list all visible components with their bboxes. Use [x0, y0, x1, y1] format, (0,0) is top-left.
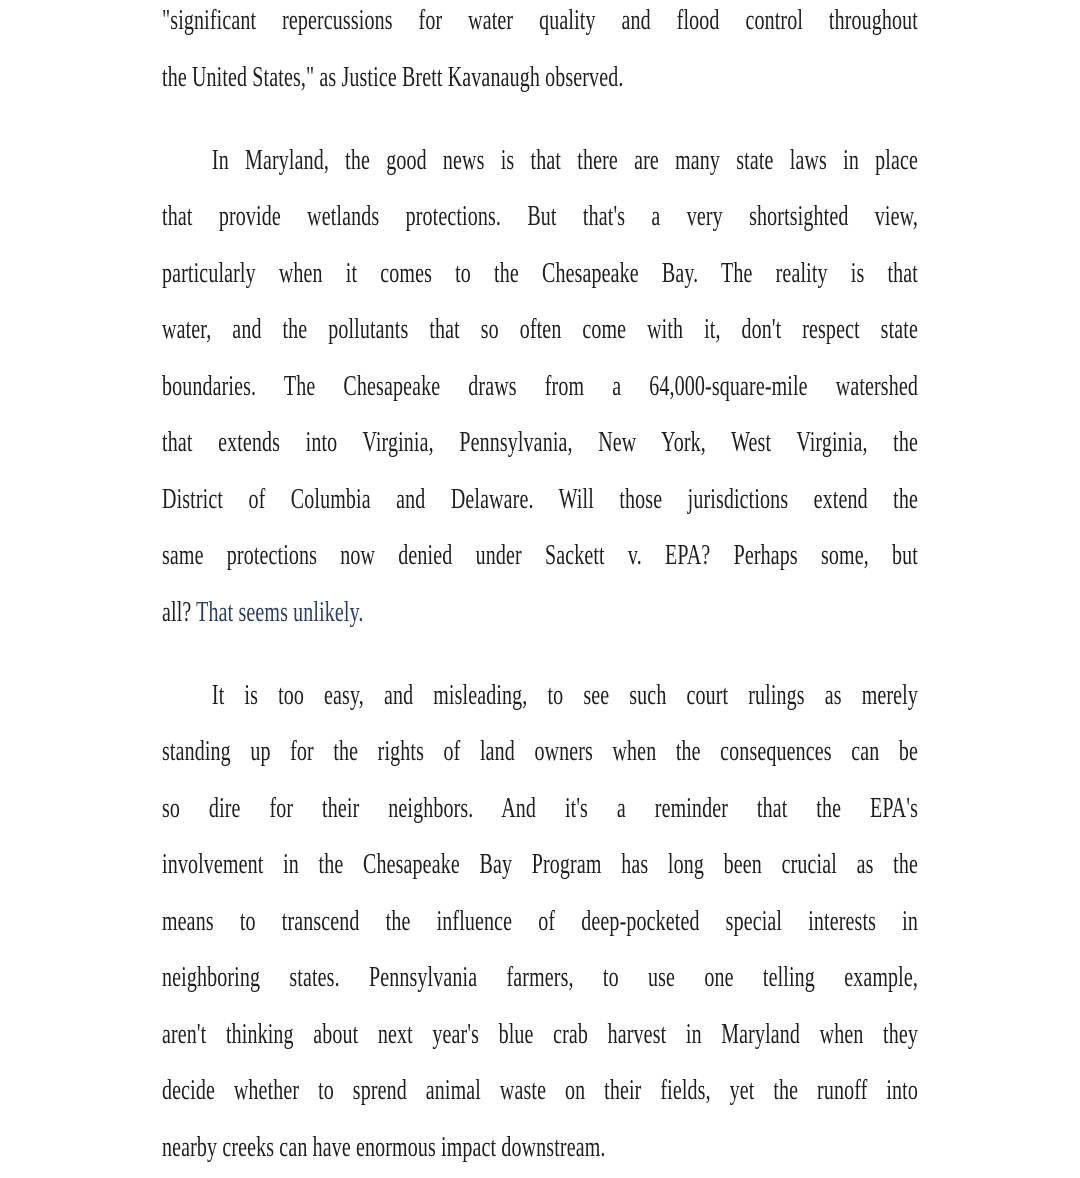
text-line: that provide wetlands protections. But that's a very shortsighted view,	[162, 201, 918, 232]
text-span: all?	[162, 596, 197, 628]
text-line: that extends into Virginia, Pennsylvania, New York, West Virginia, the	[162, 427, 918, 458]
text-line: water, and the pollutants that so often come with it, don't respect state	[162, 314, 918, 345]
text-line: boundaries. The Chesapeake draws from a 64,000-square-mile watershed	[162, 370, 918, 402]
text-line	[162, 585, 918, 642]
accent-phrase: That seems unlikely.	[196, 596, 364, 628]
text-line: same protections now denied under Sackett v. EPA? Perhaps some, but	[162, 540, 918, 571]
text-line: It is too easy, and misleading, to see such court rulings as merely	[211, 679, 918, 711]
text-line: involvement in the Chesapeake Bay Program has long been crucial as the	[162, 849, 918, 880]
text-line: standing up for the rights of land owners when the consequences can be	[162, 736, 918, 767]
text-line: "significant repercussions for water quality and flood control throughout	[162, 5, 918, 36]
text-line: nearby creeks can have enormous impact downstream.	[162, 1131, 606, 1163]
text-line: so dire for their neighbors. And it's a reminder that the EPA's	[162, 792, 918, 824]
paragraph	[162, 133, 918, 642]
text-line: particularly when it comes to the Chesapeake Bay. The reality is that	[162, 257, 918, 289]
text-line: aren't thinking about next year's blue crab harvest in Maryland when they	[162, 1018, 918, 1050]
document-text-block	[162, 0, 918, 1176]
text-line: District of Columbia and Delaware. Will those jurisdictions extend the	[162, 483, 918, 515]
text-line: means to transcend the influence of deep-pocketed special interests in	[162, 905, 918, 937]
text-line: In Maryland, the good news is that there are many state laws in place	[211, 144, 918, 176]
text-line: neighboring states. Pennsylvania farmers, to use one telling example,	[162, 962, 918, 993]
paragraph	[162, 668, 918, 1177]
text-line: decide whether to sprend animal waste on their fields, yet the runoff into	[162, 1075, 918, 1106]
paragraph	[162, 0, 918, 106]
text-line: the United States," as Justice Brett Kavanaugh observed.	[162, 61, 624, 93]
